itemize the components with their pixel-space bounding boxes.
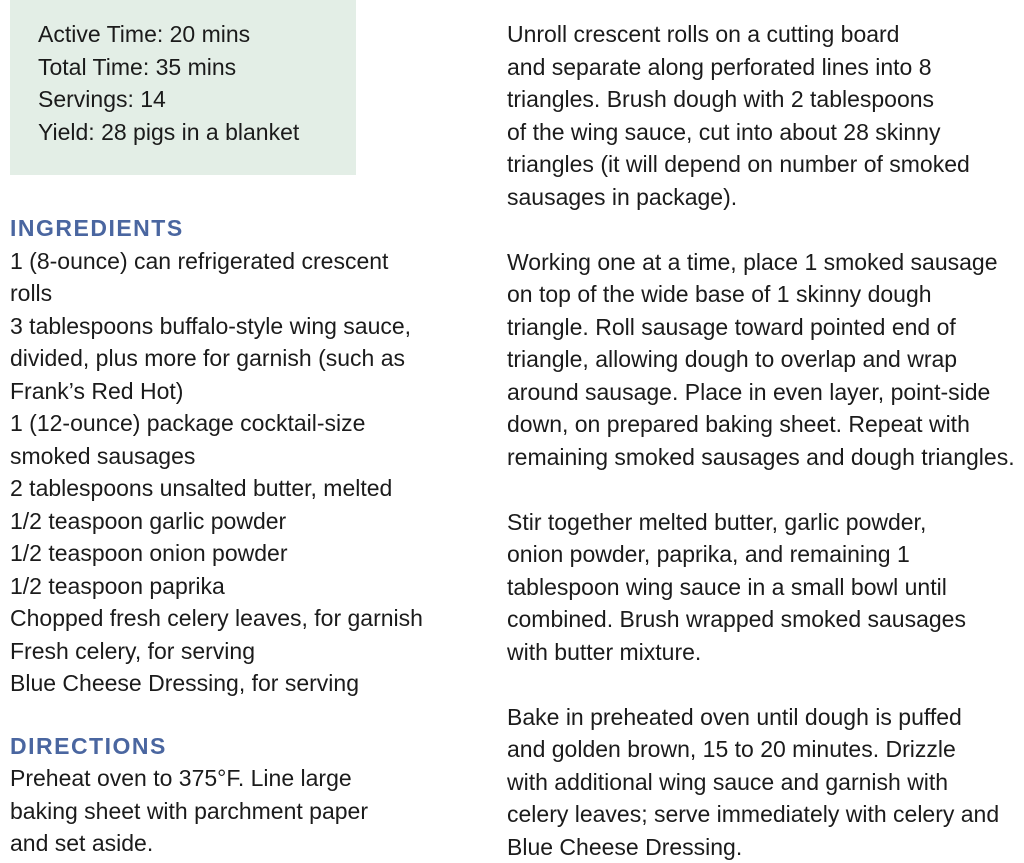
ingredient-line: 3 tablespoons buffalo-style wing sauce, [10,312,412,339]
servings: Servings: 14 [38,86,166,112]
ingredient-line: Chopped fresh celery leaves, for garnish [10,605,423,631]
direction-line: Unroll crescent rolls on a cutting board [507,21,900,47]
direction-line: down, on prepared baking sheet. Repeat with [507,411,970,437]
section-spacer [10,700,480,730]
direction-line: combined. Brush wrapped smoked sausages [507,606,966,632]
direction-line: celery leaves; serve immediately with celery and [507,801,1000,827]
direction-line: onion powder, paprika, and remaining 1 [507,541,910,567]
active-time: Active Time: 20 mins [38,21,251,47]
direction-line: Stir together melted butter, garlic powder, [507,508,927,535]
direction-line: triangles (it will depend on number of smoked [507,151,970,177]
direction-line: baking sheet with parchment paper [10,797,368,824]
right-column [507,18,1022,863]
recipe-summary-box [10,0,356,175]
direction-line: tablespoon wing sauce in a small bowl until [507,573,947,600]
direction-line: of the wing sauce, cut into about 28 skinny [507,118,941,145]
total-time: Total Time: 35 mins [38,53,237,80]
ingredient-line: divided, plus more for garnish (such as [10,345,406,371]
direction-line: Preheat oven to 375°F. Line large [10,765,352,791]
direction-line: remaining smoked sausages and dough triangles. [507,443,1015,470]
yield: Yield: 28 pigs in a blanket [38,118,300,145]
direction-line: Bake in preheated oven until dough is puffed [507,703,962,730]
direction-step-5 [507,701,1022,863]
direction-line: triangle, allowing dough to overlap and wrap [507,346,958,372]
ingredient-line: smoked sausages [10,442,196,469]
direction-line: Blue Cheese Dressing. [507,833,743,860]
directions-heading: DIRECTIONS [10,732,167,759]
direction-step-2 [507,18,1022,213]
ingredient-line: 2 tablespoons unsalted butter, melted [10,475,393,501]
ingredient-line: 1 (8-ounce) can refrigerated crescent [10,247,389,274]
direction-line: on top of the wide base of 1 skinny dough [507,281,932,307]
ingredient-line: 1/2 teaspoon garlic powder [10,507,287,534]
direction-step-1 [10,762,480,860]
ingredient-line: Frank’s Red Hot) [10,377,184,404]
ingredient-line: Fresh celery, for serving [10,637,255,664]
direction-step-3 [507,246,1022,474]
direction-line: and golden brown, 15 to 20 minutes. Drizzle [507,736,956,762]
ingredients-list [10,245,480,700]
ingredient-line: 1/2 teaspoon paprika [10,572,225,599]
direction-line: with butter mixture. [507,638,702,665]
ingredient-line: Blue Cheese Dressing, for serving [10,670,359,696]
direction-line: with additional wing sauce and garnish with [507,768,949,795]
ingredient-line: 1/2 teaspoon onion powder [10,540,288,566]
direction-line: triangles. Brush dough with 2 tablespoons [507,86,935,112]
ingredient-line: rolls [10,280,53,306]
direction-line: and separate along perforated lines into 8 [507,53,932,80]
ingredients-heading: INGREDIENTS [10,215,184,241]
direction-line: around sausage. Place in even layer, point-side [507,378,991,405]
direction-line: sausages in package). [507,183,738,210]
ingredient-line: 1 (12-ounce) package cocktail-size [10,410,366,436]
direction-line: triangle. Roll sausage toward pointed end of [507,313,956,340]
left-column [10,212,480,860]
direction-step-4 [507,506,1022,669]
direction-line: and set aside. [10,830,154,856]
direction-line: Working one at a time, place 1 smoked sausage [507,248,998,275]
